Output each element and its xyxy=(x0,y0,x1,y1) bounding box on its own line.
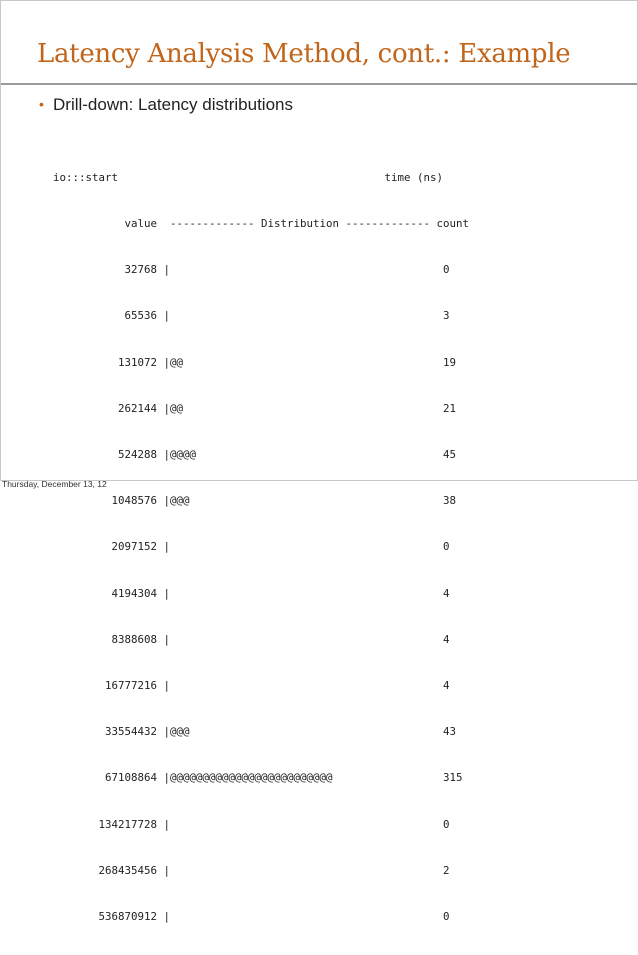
bullet-dot-icon: • xyxy=(39,96,44,112)
slide-title: Latency Analysis Method, cont.: Example xyxy=(37,39,571,69)
code-line: 67108864 |@@@@@@@@@@@@@@@@@@@@@@@@@ 315 xyxy=(53,771,463,785)
code-line-header: io:::start time (ns) xyxy=(53,170,444,184)
code-line-columns: value ------------- Distribution ------------- count xyxy=(53,217,470,231)
code-line: 8388608 | 4 xyxy=(53,632,450,646)
code-line: 134217728 | 0 xyxy=(53,817,450,831)
code-line: 536870912 | 0 xyxy=(53,910,450,924)
code-line: 524288 |@@@@ 45 xyxy=(53,448,457,462)
code-line: 2097152 | 0 xyxy=(53,540,450,554)
code-line: 16777216 | 4 xyxy=(53,679,450,693)
code-line: 4194304 | 4 xyxy=(53,586,450,600)
title-divider xyxy=(1,83,637,85)
bullet-text: Drill-down: Latency distributions xyxy=(53,95,293,114)
code-line: 131072 |@@ 19 xyxy=(53,355,457,369)
code-line: 1048576 |@@@ 38 xyxy=(53,494,457,508)
footer-date: Thursday, December 13, 12 xyxy=(2,479,107,489)
code-line: 268435456 | 2 xyxy=(53,863,450,877)
code-line: 262144 |@@ 21 xyxy=(53,401,457,415)
code-line: 32768 | 0 xyxy=(53,263,450,277)
code-line: 33554432 |@@@ 43 xyxy=(53,725,457,739)
code-line: 65536 | 3 xyxy=(53,309,450,323)
latency-distribution-output xyxy=(53,139,469,955)
bullet-item xyxy=(39,95,293,115)
